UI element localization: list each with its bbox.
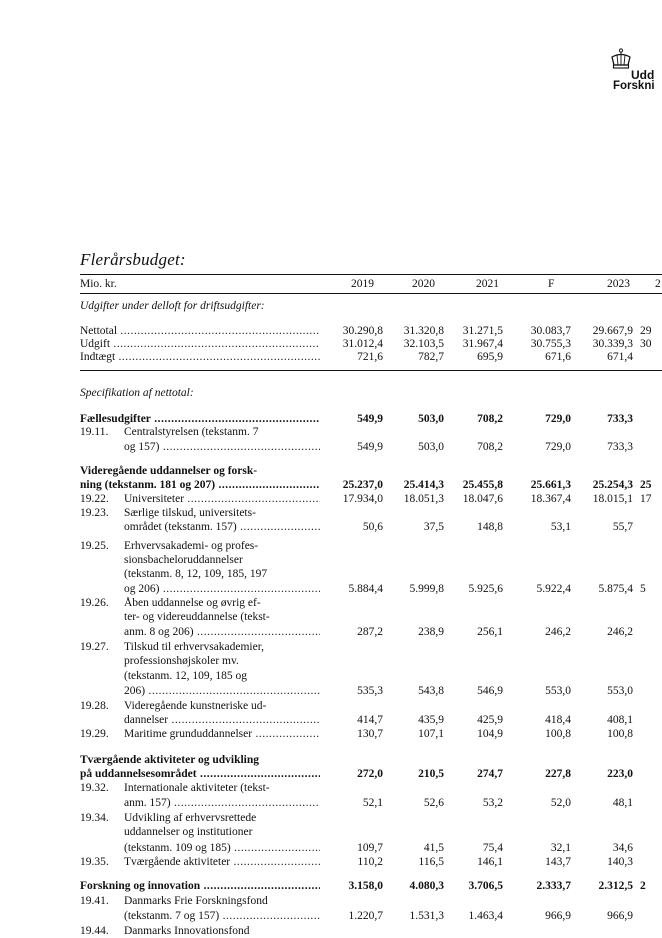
row-label: dannelser ..... — [124, 714, 320, 727]
row-label: professionshøjskoler mv. — [124, 655, 239, 667]
cell-value: 246,2 — [545, 626, 571, 638]
row-label: Videregående uddannelser og forsk- — [80, 465, 258, 477]
row-label: Tilskud til erhvervsakademier, — [124, 641, 264, 653]
row-label: området (tekstanm. 157) ..... — [124, 521, 320, 534]
cell-value: 17.934,0 — [342, 493, 383, 505]
cell-value: 32.103,5 — [403, 338, 444, 350]
cell-value: 109,7 — [357, 842, 383, 854]
cell-value: 53,1 — [550, 521, 571, 533]
cell-value: 30.755,3 — [530, 338, 571, 350]
cell-value: 223,0 — [607, 768, 633, 780]
cell-value: 4.080,3 — [409, 880, 444, 892]
cell-value: 671,4 — [607, 351, 633, 363]
cell-value: 274,7 — [477, 768, 503, 780]
cell-value: 2.333,7 — [536, 880, 571, 892]
account-code: 19.22. — [80, 493, 109, 505]
cell-value: 34,6 — [612, 842, 633, 854]
account-code: 19.26. — [80, 597, 109, 609]
row-label: Udvikling af erhvervsrettede — [124, 812, 257, 824]
year-header: 2021 — [476, 278, 499, 290]
cell-value: 17 — [640, 493, 652, 505]
cell-value: 116,5 — [418, 856, 444, 868]
cell-value: 1.531,3 — [409, 910, 444, 922]
cell-value: 966,9 — [545, 910, 571, 922]
cell-value: 272,0 — [357, 768, 383, 780]
year-header: F — [548, 278, 555, 290]
cell-value: 543,8 — [418, 685, 444, 697]
unit-label: Mio. kr. — [80, 278, 117, 290]
row-label: (tekstanm. 109 og 185) ..... — [124, 842, 320, 855]
cell-value: 287,2 — [357, 626, 383, 638]
cell-value: 3.158,0 — [348, 880, 383, 892]
row-label: Tværgående aktiviteter ..... — [124, 856, 320, 869]
cell-value: 246,2 — [607, 626, 633, 638]
cell-value: 41,5 — [423, 842, 444, 854]
row-label: uddannelser og institutioner — [124, 826, 253, 838]
row-label: på uddannelsesområdet ..... — [80, 768, 320, 781]
cell-value: 3.706,5 — [468, 880, 503, 892]
cell-value: 25.254,3 — [592, 479, 633, 491]
row-label: Centralstyrelsen (tekstanm. 7 — [124, 426, 259, 438]
cell-value: 553,0 — [545, 685, 571, 697]
row-label: Nettotal ..... — [80, 325, 320, 338]
cell-value: 966,9 — [607, 910, 633, 922]
cell-value: 55,7 — [612, 521, 633, 533]
cell-value: 256,1 — [477, 626, 503, 638]
cell-value: 104,9 — [477, 728, 503, 740]
cell-value: 53,2 — [482, 797, 503, 809]
cell-value: 733,3 — [607, 413, 633, 425]
cell-value: 425,9 — [477, 714, 503, 726]
cell-value: 25.455,8 — [462, 479, 503, 491]
account-code: 19.28. — [80, 700, 109, 712]
cell-value: 30 — [640, 338, 652, 350]
cell-value: 107,1 — [418, 728, 444, 740]
cell-value: 30.339,3 — [592, 338, 633, 350]
cell-value: 25.414,3 — [403, 479, 444, 491]
cell-value: 1.220,7 — [348, 910, 383, 922]
section-heading-ceiling: Udgifter under delloft for driftsudgifter: — [80, 300, 265, 312]
account-code: 19.35. — [80, 856, 109, 868]
row-label: (tekstanm. 7 og 157) ..... — [124, 910, 320, 923]
cell-value: 5.922,4 — [536, 583, 571, 595]
cell-value: 5.925,6 — [468, 583, 503, 595]
cell-value: 148,8 — [477, 521, 503, 533]
year-header: 2023 — [607, 278, 630, 290]
row-label: Universiteter ..... — [124, 493, 320, 506]
row-label: sionsbacheloruddannelser — [124, 554, 243, 566]
row-label: Åben uddannelse og øvrig ef- — [124, 597, 261, 609]
cell-value: 31.967,4 — [462, 338, 503, 350]
row-label: ter- og videreuddannelse (tekst- — [124, 611, 270, 623]
cell-value: 18.015,1 — [592, 493, 633, 505]
cell-value: 5 — [640, 583, 646, 595]
account-code: 19.32. — [80, 782, 109, 794]
row-label: og 157) ..... — [124, 441, 320, 454]
cell-value: 2 — [640, 880, 646, 892]
cell-value: 31.271,5 — [462, 325, 503, 337]
account-code: 19.11. — [80, 426, 109, 438]
cell-value: 238,9 — [418, 626, 444, 638]
cell-value: 210,5 — [418, 768, 444, 780]
cell-value: 535,3 — [357, 685, 383, 697]
row-label: (tekstanm. 8, 12, 109, 185, 197 — [124, 568, 268, 580]
cell-value: 25 — [640, 479, 652, 491]
row-label: anm. 8 og 206) ..... — [124, 626, 320, 639]
row-label: og 206) ..... — [124, 583, 320, 596]
row-label: Internationale aktiviteter (tekst- — [124, 782, 270, 794]
cell-value: 503,0 — [418, 441, 444, 453]
row-label: Maritime grunduddannelser ..... — [124, 728, 320, 741]
cell-value: 695,9 — [477, 351, 503, 363]
cell-value: 5.875,4 — [598, 583, 633, 595]
row-label: Danmarks Innovationsfond — [124, 925, 250, 937]
cell-value: 549,9 — [357, 441, 383, 453]
year-header: 2019 — [351, 278, 374, 290]
cell-value: 25.237,0 — [342, 479, 383, 491]
cell-value: 414,7 — [357, 714, 383, 726]
cell-value: 18.047,6 — [462, 493, 503, 505]
cell-value: 100,8 — [607, 728, 633, 740]
row-label: Forskning og innovation ..... — [80, 880, 320, 893]
cell-value: 549,9 — [357, 413, 383, 425]
cell-value: 2.312,5 — [598, 880, 633, 892]
account-code: 19.25. — [80, 540, 109, 552]
cell-value: 418,4 — [545, 714, 571, 726]
cell-value: 227,8 — [545, 768, 571, 780]
account-code: 19.44. — [80, 925, 109, 937]
row-label: Særlige tilskud, universitets- — [124, 507, 256, 519]
cell-value: 729,0 — [545, 413, 571, 425]
cell-value: 721,6 — [357, 351, 383, 363]
cell-value: 708,2 — [477, 413, 503, 425]
cell-value: 408,1 — [607, 714, 633, 726]
cell-value: 708,2 — [477, 441, 503, 453]
cell-value: 5.884,4 — [348, 583, 383, 595]
cell-value: 52,0 — [550, 797, 571, 809]
cell-value: 100,8 — [545, 728, 571, 740]
year-header: 2 — [655, 278, 661, 290]
cell-value: 1.463,4 — [468, 910, 503, 922]
logo-line-1: Udd — [631, 68, 655, 82]
row-label: 206) ..... — [124, 685, 320, 698]
cell-value: 25.661,3 — [530, 479, 571, 491]
account-code: 19.41. — [80, 895, 109, 907]
row-label: anm. 157) ..... — [124, 797, 320, 810]
cell-value: 48,1 — [612, 797, 633, 809]
year-header: 2020 — [412, 278, 435, 290]
account-code: 19.34. — [80, 812, 109, 824]
row-label: Erhvervsakademi- og profes- — [124, 540, 259, 552]
row-label: Fællesudgifter ..... — [80, 413, 320, 426]
cell-value: 729,0 — [545, 441, 571, 453]
cell-value: 143,7 — [545, 856, 571, 868]
cell-value: 31.012,4 — [342, 338, 383, 350]
row-label: Udgift ..... — [80, 338, 320, 351]
page-title: Flerårsbudget: — [80, 250, 186, 269]
row-label: Tværgående aktiviteter og udvikling — [80, 754, 260, 766]
cell-value: 18.051,3 — [403, 493, 444, 505]
cell-value: 30.290,8 — [342, 325, 383, 337]
row-label: Videregående kunstneriske ud- — [124, 700, 267, 712]
cell-value: 110,2 — [357, 856, 383, 868]
account-code: 19.29. — [80, 728, 109, 740]
cell-value: 29 — [640, 325, 652, 337]
cell-value: 31.320,8 — [403, 325, 444, 337]
cell-value: 5.999,8 — [409, 583, 444, 595]
cell-value: 32,1 — [550, 842, 571, 854]
cell-value: 546,9 — [477, 685, 503, 697]
cell-value: 435,9 — [418, 714, 444, 726]
cell-value: 503,0 — [418, 413, 444, 425]
logo-line-2: Forskni — [613, 80, 655, 92]
cell-value: 130,7 — [357, 728, 383, 740]
cell-value: 18.367,4 — [530, 493, 571, 505]
cell-value: 782,7 — [418, 351, 444, 363]
cell-value: 733,3 — [607, 441, 633, 453]
row-label: ning (tekstanm. 181 og 207) ..... — [80, 479, 320, 492]
row-label: Indtægt ..... — [80, 351, 320, 364]
account-code: 19.23. — [80, 507, 109, 519]
row-label: Danmarks Frie Forskningsfond — [124, 895, 268, 907]
account-code: 19.27. — [80, 641, 109, 653]
cell-value: 30.083,7 — [530, 325, 571, 337]
row-label: (tekstanm. 12, 109, 185 og — [124, 670, 247, 682]
cell-value: 75,4 — [482, 842, 503, 854]
cell-value: 29.667,9 — [592, 325, 633, 337]
section-heading-specification: Specifikation af nettotal: — [80, 387, 194, 399]
cell-value: 50,6 — [362, 521, 383, 533]
cell-value: 146,1 — [477, 856, 503, 868]
cell-value: 52,1 — [362, 797, 383, 809]
cell-value: 671,6 — [545, 351, 571, 363]
cell-value: 553,0 — [607, 685, 633, 697]
cell-value: 52,6 — [423, 797, 444, 809]
cell-value: 140,3 — [607, 856, 633, 868]
cell-value: 37,5 — [423, 521, 444, 533]
